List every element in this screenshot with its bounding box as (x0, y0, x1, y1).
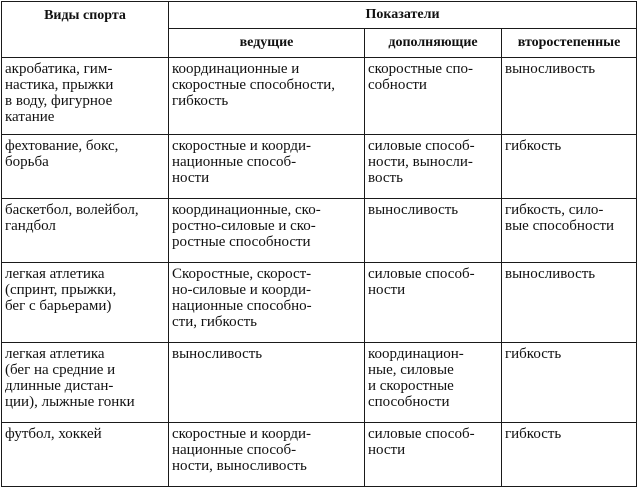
cell-supplementary: силовые способ- ности (365, 263, 502, 343)
table-row (2, 263, 637, 343)
header-leading: ведущие (169, 29, 365, 58)
table-row (2, 135, 637, 199)
cell-leading: скоростные и коорди- национные способ- ности, выносливость (169, 423, 365, 487)
cell-sport: легкая атлетика (спринт, прыжки, бег с барьерами) (2, 263, 169, 343)
cell-secondary: выносливость (502, 263, 637, 343)
table-row (2, 199, 637, 263)
header-secondary: второстепенные (502, 29, 637, 58)
cell-leading: Скоростные, скорост- но-силовые и коорди- национные способно- сти, гибкость (169, 263, 365, 343)
cell-sport: футбол, хоккей (2, 423, 169, 487)
cell-supplementary: выносливость (365, 199, 502, 263)
cell-supplementary: силовые способ- ности (365, 423, 502, 487)
header-indicators: Показатели (169, 2, 637, 29)
cell-sport: акробатика, гим- настика, прыжки в воду, фигурное катание (2, 58, 169, 135)
cell-supplementary: координацион- ные, силовые и скоростные способности (365, 343, 502, 423)
table-row (2, 423, 637, 487)
cell-secondary: гибкость (502, 343, 637, 423)
cell-secondary: гибкость (502, 135, 637, 199)
cell-secondary: выносливость (502, 58, 637, 135)
cell-sport: баскетбол, волейбол, гандбол (2, 199, 169, 263)
cell-leading: координационные, ско- ростно-силовые и ско- ростные способности (169, 199, 365, 263)
cell-sport: легкая атлетика (бег на средние и длинные дистан- ции), лыжные гонки (2, 343, 169, 423)
cell-sport: фехтование, бокс, борьба (2, 135, 169, 199)
cell-secondary: гибкость, сило- вые способности (502, 199, 637, 263)
table-row (2, 343, 637, 423)
cell-supplementary: скоростные спо- собности (365, 58, 502, 135)
table-row (2, 58, 637, 135)
cell-leading: координационные и скоростные способности, гибкость (169, 58, 365, 135)
cell-secondary: гибкость (502, 423, 637, 487)
header-supplementary: дополняющие (365, 29, 502, 58)
cell-leading: скоростные и коорди- национные способ- ности (169, 135, 365, 199)
cell-leading: выносливость (169, 343, 365, 423)
cell-supplementary: силовые способ- ности, выносли- вость (365, 135, 502, 199)
header-sport: Виды спорта (2, 2, 169, 58)
sports-indicators-table (1, 1, 637, 487)
